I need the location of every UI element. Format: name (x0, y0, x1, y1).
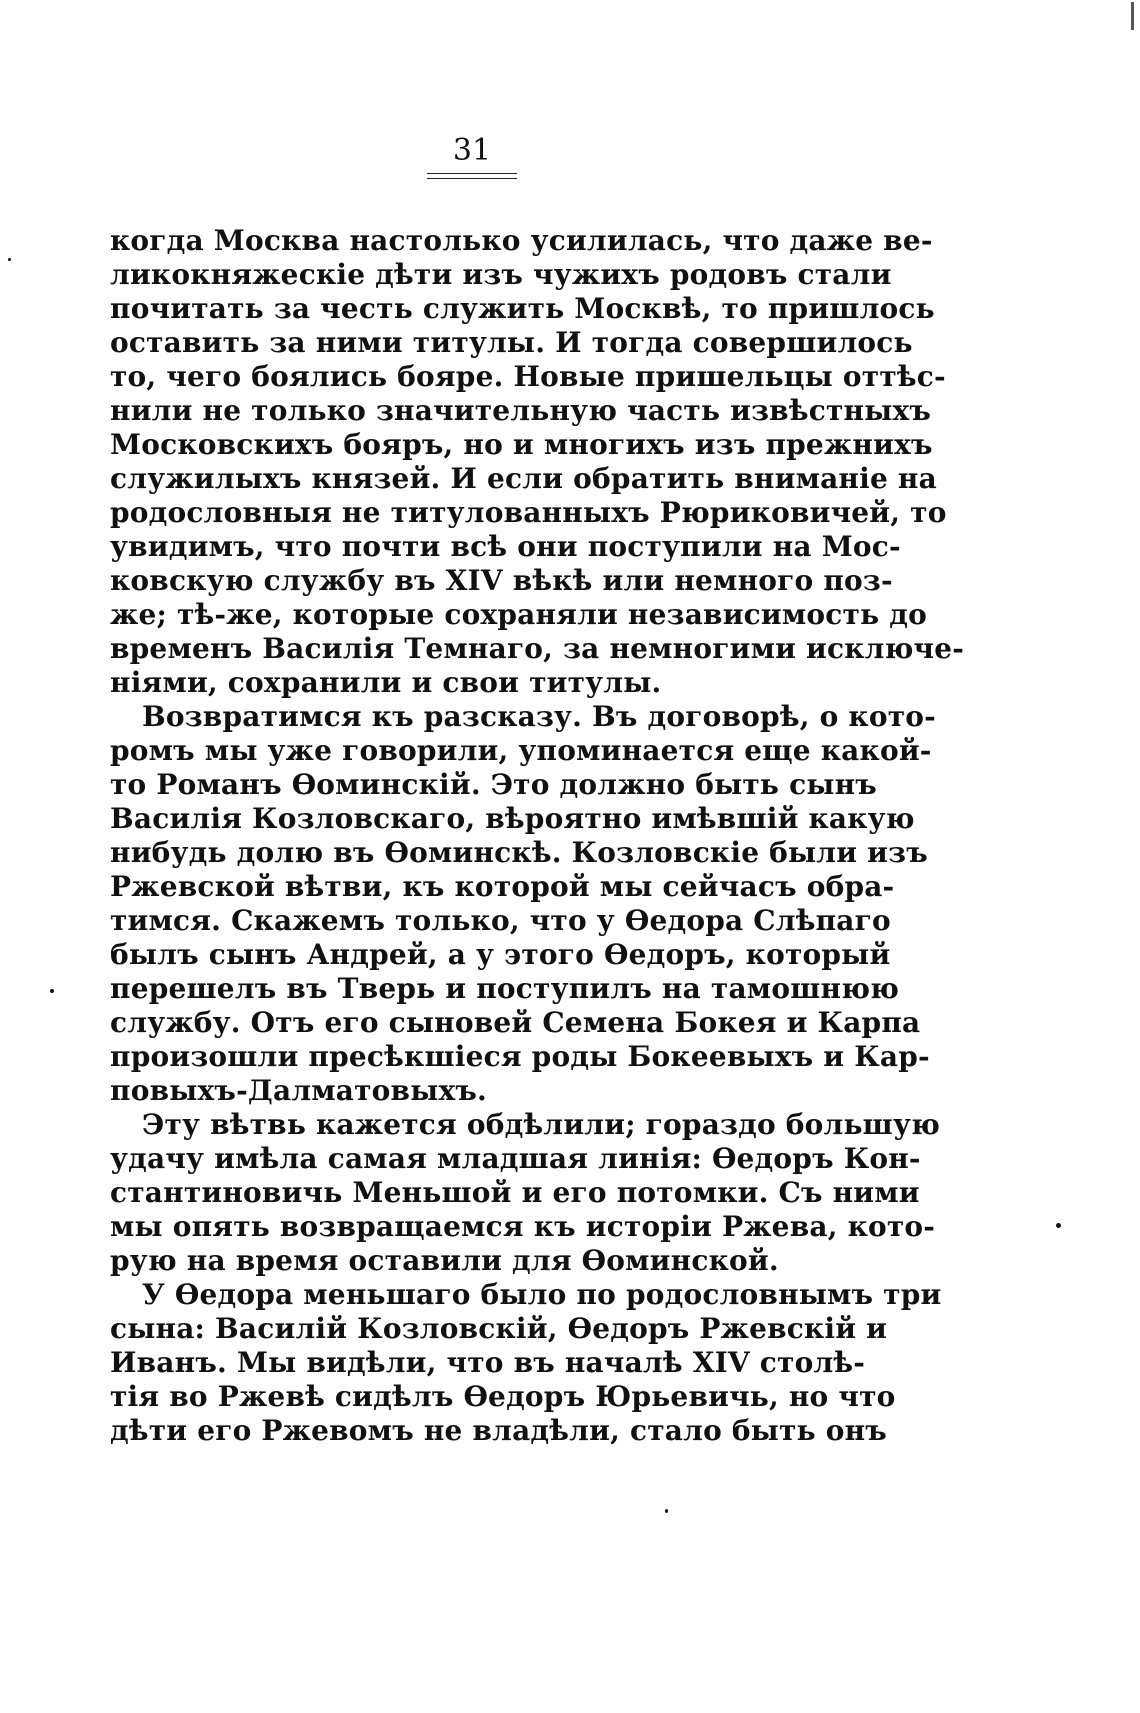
text-line: повыхъ-Далматовыхъ. (110, 1074, 488, 1107)
text-line: стантиновичь Меньшой и его потомки. Съ ними (110, 1176, 920, 1209)
text-line: Ржевской вѣтви, къ которой мы сейчасъ обра- (110, 870, 895, 903)
text-line: ковскую службу въ XIV вѣкѣ или немного поз- (110, 564, 893, 597)
text-line: Московскихъ бояръ, но и многихъ изъ прежнихъ (110, 428, 933, 461)
text-line: удачу имѣла самая младшая линія: Ѳедоръ Кон- (110, 1142, 921, 1175)
text-line: же; тѣ-же, которые сохраняли независимость до (110, 598, 927, 631)
text-line: былъ сынъ Андрей, а у этого Ѳедоръ, который (110, 938, 891, 971)
text-line: перешелъ въ Тверь и поступилъ на тамошнюю (110, 972, 900, 1005)
text-line: тимся. Скажемъ только, что у Ѳедора Слѣпаго (110, 904, 891, 937)
text-line: почитать за честь служить Москвѣ, то пришлось (110, 292, 935, 325)
text-line: служилыхъ князей. И если обратить вниманіе на (110, 462, 937, 495)
body-text (110, 224, 965, 1448)
text-line: нили не только значительную часть извѣстныхъ (110, 394, 932, 427)
page-number: 31 (452, 133, 492, 168)
paragraph-first-line: У Ѳедора меньшаго было по родословнымъ три (142, 1278, 942, 1311)
scan-edge-mark (1131, 2, 1134, 30)
text-line: временъ Василія Темнаго, за немногими исключе- (110, 632, 965, 665)
text-line: рую на время оставили для Ѳоминской. (110, 1244, 779, 1277)
scan-speck (8, 258, 11, 261)
text-line: службу. Отъ его сыновей Семена Бокея и Карпа (110, 1006, 921, 1039)
text-line: дѣти его Ржевомъ не владѣли, стало быть онъ (110, 1414, 887, 1447)
text-line: ніями, сохранили и свои титулы. (110, 666, 662, 699)
page-number-rule (427, 173, 517, 179)
scan-speck (665, 1509, 668, 1513)
text-line: Иванъ. Мы видѣли, что въ началѣ XIV столѣ- (110, 1346, 866, 1379)
paragraph-first-line: Эту вѣтвь кажется обдѣлили; гораздо большую (142, 1108, 941, 1141)
text-line: то, чего боялись бояре. Новые пришельцы оттѣс- (110, 360, 946, 393)
text-line: оставить за ними титулы. И тогда совершилось (110, 326, 913, 359)
text-line: ликокняжескіе дѣти изъ чужихъ родовъ стали (110, 258, 892, 291)
text-line: родословныя не титулованныхъ Рюриковичей, то (110, 496, 947, 529)
text-line: когда Москва настолько усилилась, что даже ве- (110, 224, 933, 257)
paragraph-first-line: Возвратимся къ разсказу. Въ договорѣ, о кото- (142, 700, 936, 733)
text-line: ромъ мы уже говорили, упоминается еще какой- (110, 734, 932, 767)
text-line: сына: Василій Козловскій, Ѳедоръ Ржевскій и (110, 1312, 888, 1345)
text-line: увидимъ, что почти всѣ они поступили на Мос- (110, 530, 901, 563)
text-line: мы опять возвращаемся къ исторіи Ржева, кото- (110, 1210, 936, 1243)
text-line: тія во Ржевѣ сидѣлъ Ѳедоръ Юрьевичь, но что (110, 1380, 896, 1413)
scan-speck (50, 989, 54, 993)
text-line: нибудь долю въ Ѳоминскѣ. Козловскіе были изъ (110, 836, 928, 869)
text-line: произошли пресѣкшіеся роды Бокеевыхъ и Кар- (110, 1040, 930, 1073)
text-line: то Романъ Ѳоминскій. Это должно быть сынъ (110, 768, 877, 801)
scan-speck (1056, 1223, 1061, 1228)
text-line: Василія Козловскаго, вѣроятно имѣвшій какую (110, 802, 915, 835)
